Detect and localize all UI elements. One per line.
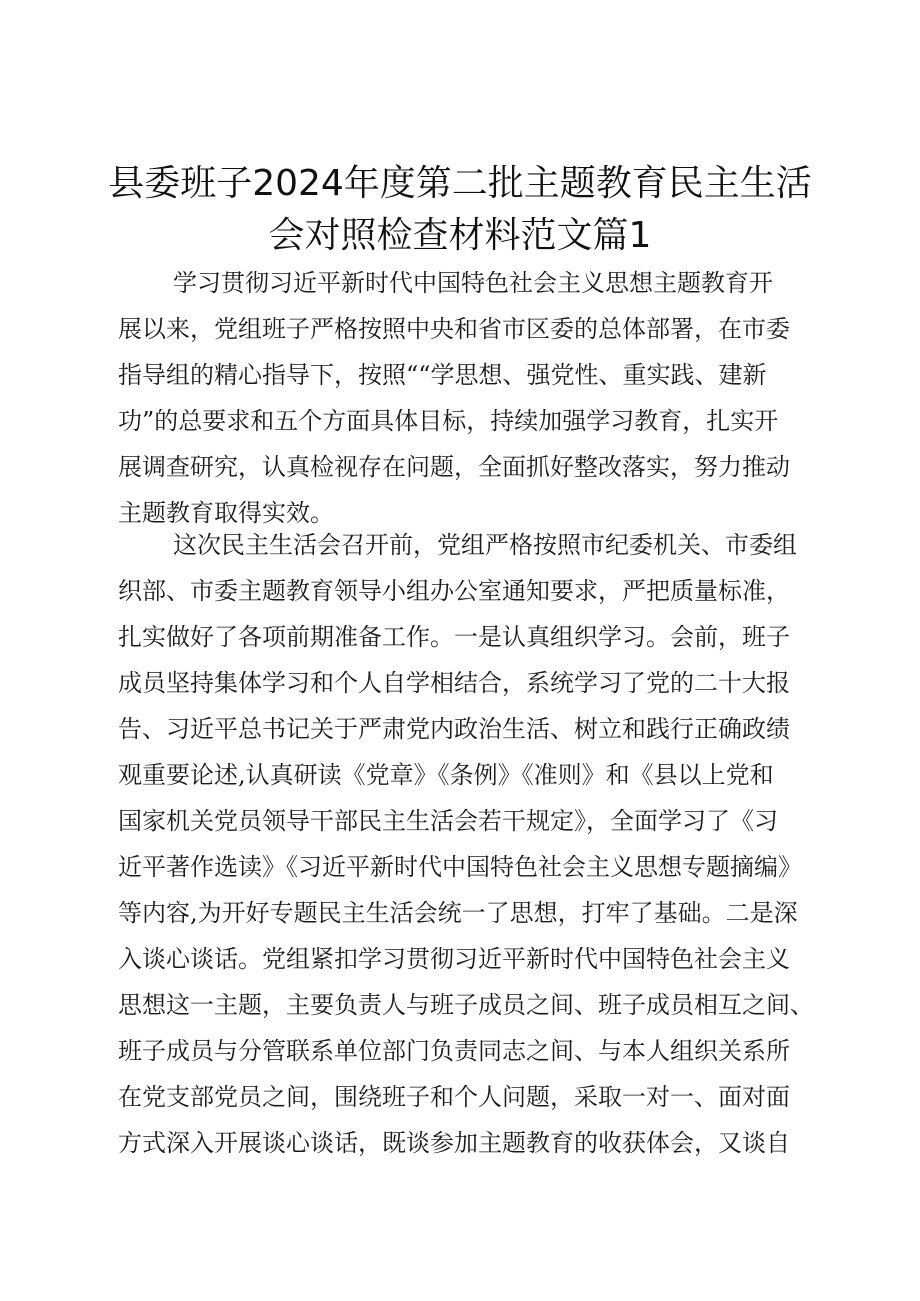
document-title-line-1: 县委班子2024年度第二批主题教育民主生活 <box>108 163 812 204</box>
document-title-line-2: 会对照检查材料范文篇1 <box>268 215 652 256</box>
text-line: 入谈心谈话。党组紧扣学习贯彻习近平新时代中国特色社会主义 <box>118 945 790 973</box>
text-line: 等内容,为开好专题民主生活会统一了思想，打牢了基础。二是深 <box>118 899 798 927</box>
text-line: 方式深入开展谈心谈话，既谈参加主题教育的收获体会，又谈自 <box>118 1129 790 1157</box>
paragraph-1 <box>118 260 818 536</box>
text-line: 思想这一主题，主要负责人与班子成员之间、班子成员相互之间、 <box>118 991 814 1019</box>
text-line: 扎实做好了各项前期准备工作。一是认真组织学习。会前，班子 <box>118 623 790 651</box>
text-line: 成员坚持集体学习和个人自学相结合，系统学习了党的二十大报 <box>118 669 790 697</box>
text-line: 国家机关党员领导干部民主生活会若干规定》，全面学习了《习 <box>118 807 778 835</box>
text-line: 指导组的精心指导下，按照““学思想、强党性、重实践、建新 <box>118 361 767 389</box>
text-line: 展调查研究，认真检视存在问题，全面抓好整改落实，努力推动 <box>118 453 790 481</box>
text-line: 班子成员与分管联系单位部门负责同志之间、与本人组织关系所 <box>118 1037 790 1065</box>
text-line: 告、习近平总书记关于严肃党内政治生活、树立和践行正确政绩 <box>118 715 790 743</box>
text-line: 近平著作选读》《习近平新时代中国特色社会主义思想专题摘编》 <box>118 853 802 881</box>
text-line: 这次民主生活会召开前，党组严格按照市纪委机关、市委组 <box>173 531 797 559</box>
text-line: 展以来，党组班子严格按照中央和省市区委的总体部署，在市委 <box>118 315 790 343</box>
text-line: 织部、市委主题教育领导小组办公室通知要求，严把质量标准， <box>118 577 790 605</box>
text-line: 功”的总要求和五个方面具体目标，持续加强学习教育，扎实开 <box>118 407 779 435</box>
paragraph-2 <box>118 522 818 1166</box>
text-line: 在党支部党员之间，围绕班子和个人问题，采取一对一、面对面 <box>118 1083 790 1111</box>
text-line: 学习贯彻习近平新时代中国特色社会主义思想主题教育开 <box>173 269 773 297</box>
text-line: 主题教育取得实效。 <box>118 499 334 527</box>
text-line: 观重要论述,认真研读《党章》《条例》《准则》和《县以上党和 <box>118 761 774 789</box>
